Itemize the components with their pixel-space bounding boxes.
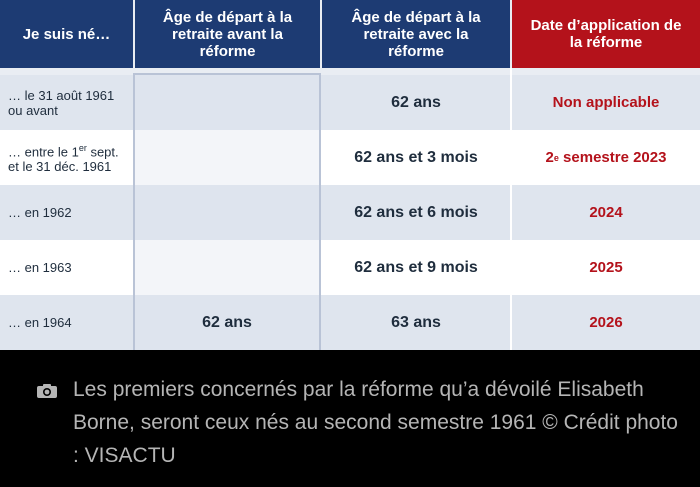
age-after-cell: 62 ans et 3 mois [354,148,478,166]
born-text: … le 31 août 1961 ou avant [8,87,115,118]
header-age-before [135,0,320,68]
born-cell: … en 1964 [8,315,72,330]
date-cell: 2025 [589,259,623,276]
date-cell: 2024 [589,204,623,221]
table-row [0,130,700,185]
header-born-label: Je suis né… [22,25,111,43]
born-cell: … en 1962 [8,205,72,220]
born-text-suffix: sept. et le 31 déc. 1961 [8,144,119,175]
born-cell: … en 1963 [8,260,72,275]
date-prefix: 2 [545,149,554,166]
age-after-cell: 63 ans [391,313,441,331]
age-after-cell: 62 ans et 6 mois [354,203,478,221]
caption-text: Les premiers concernés par la réforme qu’a dévoilé Elisabeth Borne, seront ceux nés au second semestre 1961 © Crédit photo : VISACTU [73,378,678,467]
age-after-cell: 62 ans [391,93,441,111]
born-text-prefix: … entre le 1 [8,144,79,160]
date-suffix: semestre 2023 [558,149,667,166]
age-before-value: 62 ans [202,313,252,331]
date-cell: Non applicable [552,94,660,111]
born-cell [0,130,133,185]
header-born [0,0,133,68]
header-age-after [322,0,510,68]
date-cell: 2026 [589,314,623,331]
age-after-cell: 62 ans et 9 mois [354,258,478,276]
table-row [0,185,700,240]
table-row [0,75,700,130]
camera-icon [36,383,58,399]
header-age-after-label: Âge de départ à la retraite avec la réforme [351,8,481,60]
header-application-date-label: Date d’application de la réforme [530,17,682,51]
header-age-before-label: Âge de départ à la retraite avant la réforme [162,8,293,60]
born-cell [0,75,133,130]
table-row [0,295,700,350]
born-text [8,141,133,174]
date-sup: e [553,152,559,163]
date-cell [512,130,700,185]
table-row [0,240,700,295]
born-text-sup: er [78,142,87,153]
header-application-date [512,0,700,68]
column-divider [510,68,512,350]
